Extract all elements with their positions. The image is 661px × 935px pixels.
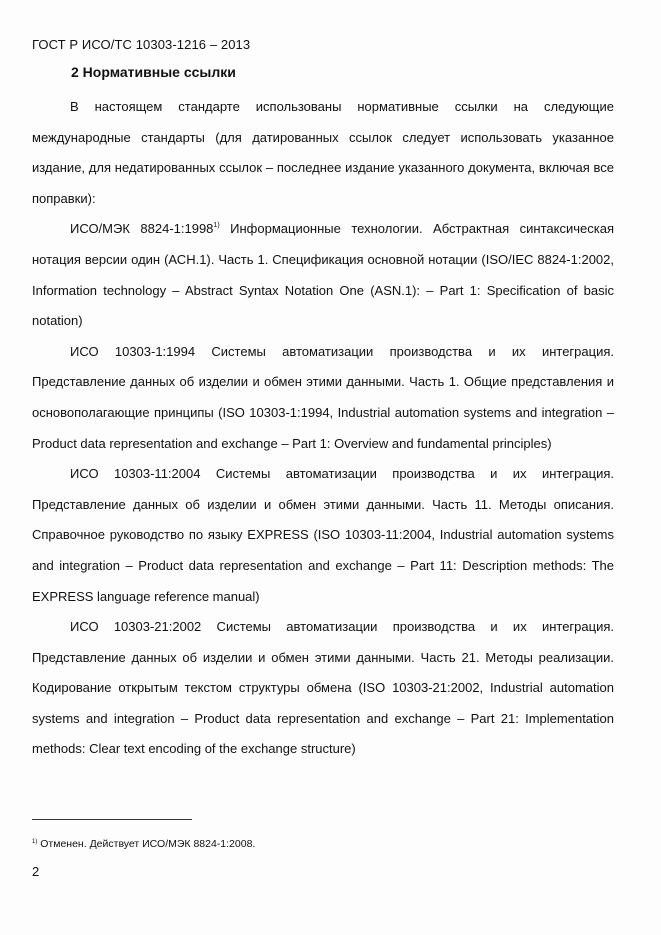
reference-text: ИСО 10303-21:2002 Системы автоматизации производства и их интеграция. Представление данных об изделии и обмен этими данными. Часть 21. Методы реализации. Кодирование открытым текстом структуры обмена (ISO 10303-21:2002, Industrial automation systems and integration – Product data representation and exchange – Part 21: Implementation methods: Clear text encoding of the exchange structure) [32, 619, 614, 757]
document-header: ГОСТ Р ИСО/ТС 10303-1216 – 2013 [32, 37, 251, 52]
intro-text: В настоящем стандарте использованы нормативные ссылки на следующие международные стандарты (для датированных ссылок следует использовать указанное издание, для недатированных ссылок – последнее издание указанного документа, включая все поправки): [32, 99, 614, 206]
footnote-marker: 1) [213, 222, 220, 230]
reference-code: ИСО/МЭК 8824-1:1998 [70, 221, 214, 237]
document-body [32, 92, 614, 765]
footnote-divider [32, 819, 192, 820]
reference-text: Информационные технологии. Абстрактная синтаксическая нотация версии один (АСН.1). Часть 1. Спецификация основной нотации (ISO/IEC 8824-1:2002, Information technology – Abstract Syntax Notation One (ASN.1): – Part 1: Specification of basic notation) [32, 221, 614, 329]
page-number: 2 [32, 864, 40, 879]
intro-paragraph [32, 92, 614, 214]
reference-item [32, 337, 614, 459]
reference-item [32, 214, 614, 336]
footnote-text: Отменен. Действует ИСО/МЭК 8824-1:2008. [37, 838, 256, 850]
footnote-number: 1) [32, 839, 38, 845]
reference-item [32, 459, 614, 612]
section-title: 2 Нормативные ссылки [71, 64, 236, 80]
reference-text: ИСО 10303-11:2004 Системы автоматизации производства и их интеграция. Представление данных об изделии и обмен этими данными. Часть 11. Методы описания. Справочное руководство по языку EXPRESS (ISO 10303-11:2004, Industrial automation systems and integration – Product data representation and exchange – Part 11: Description methods: The EXPRESS language reference manual) [32, 466, 614, 604]
reference-item [32, 612, 614, 765]
footnote [32, 838, 255, 850]
reference-text: ИСО 10303-1:1994 Системы автоматизации производства и их интеграция. Представление данных об изделии и обмен этими данными. Часть 1. Общие представления и основополагающие принципы (ISO 10303-1:1994, Industrial automation systems and integration – Product data representation and exchange – Part 1: Overview and fundamental principles) [32, 343, 614, 451]
